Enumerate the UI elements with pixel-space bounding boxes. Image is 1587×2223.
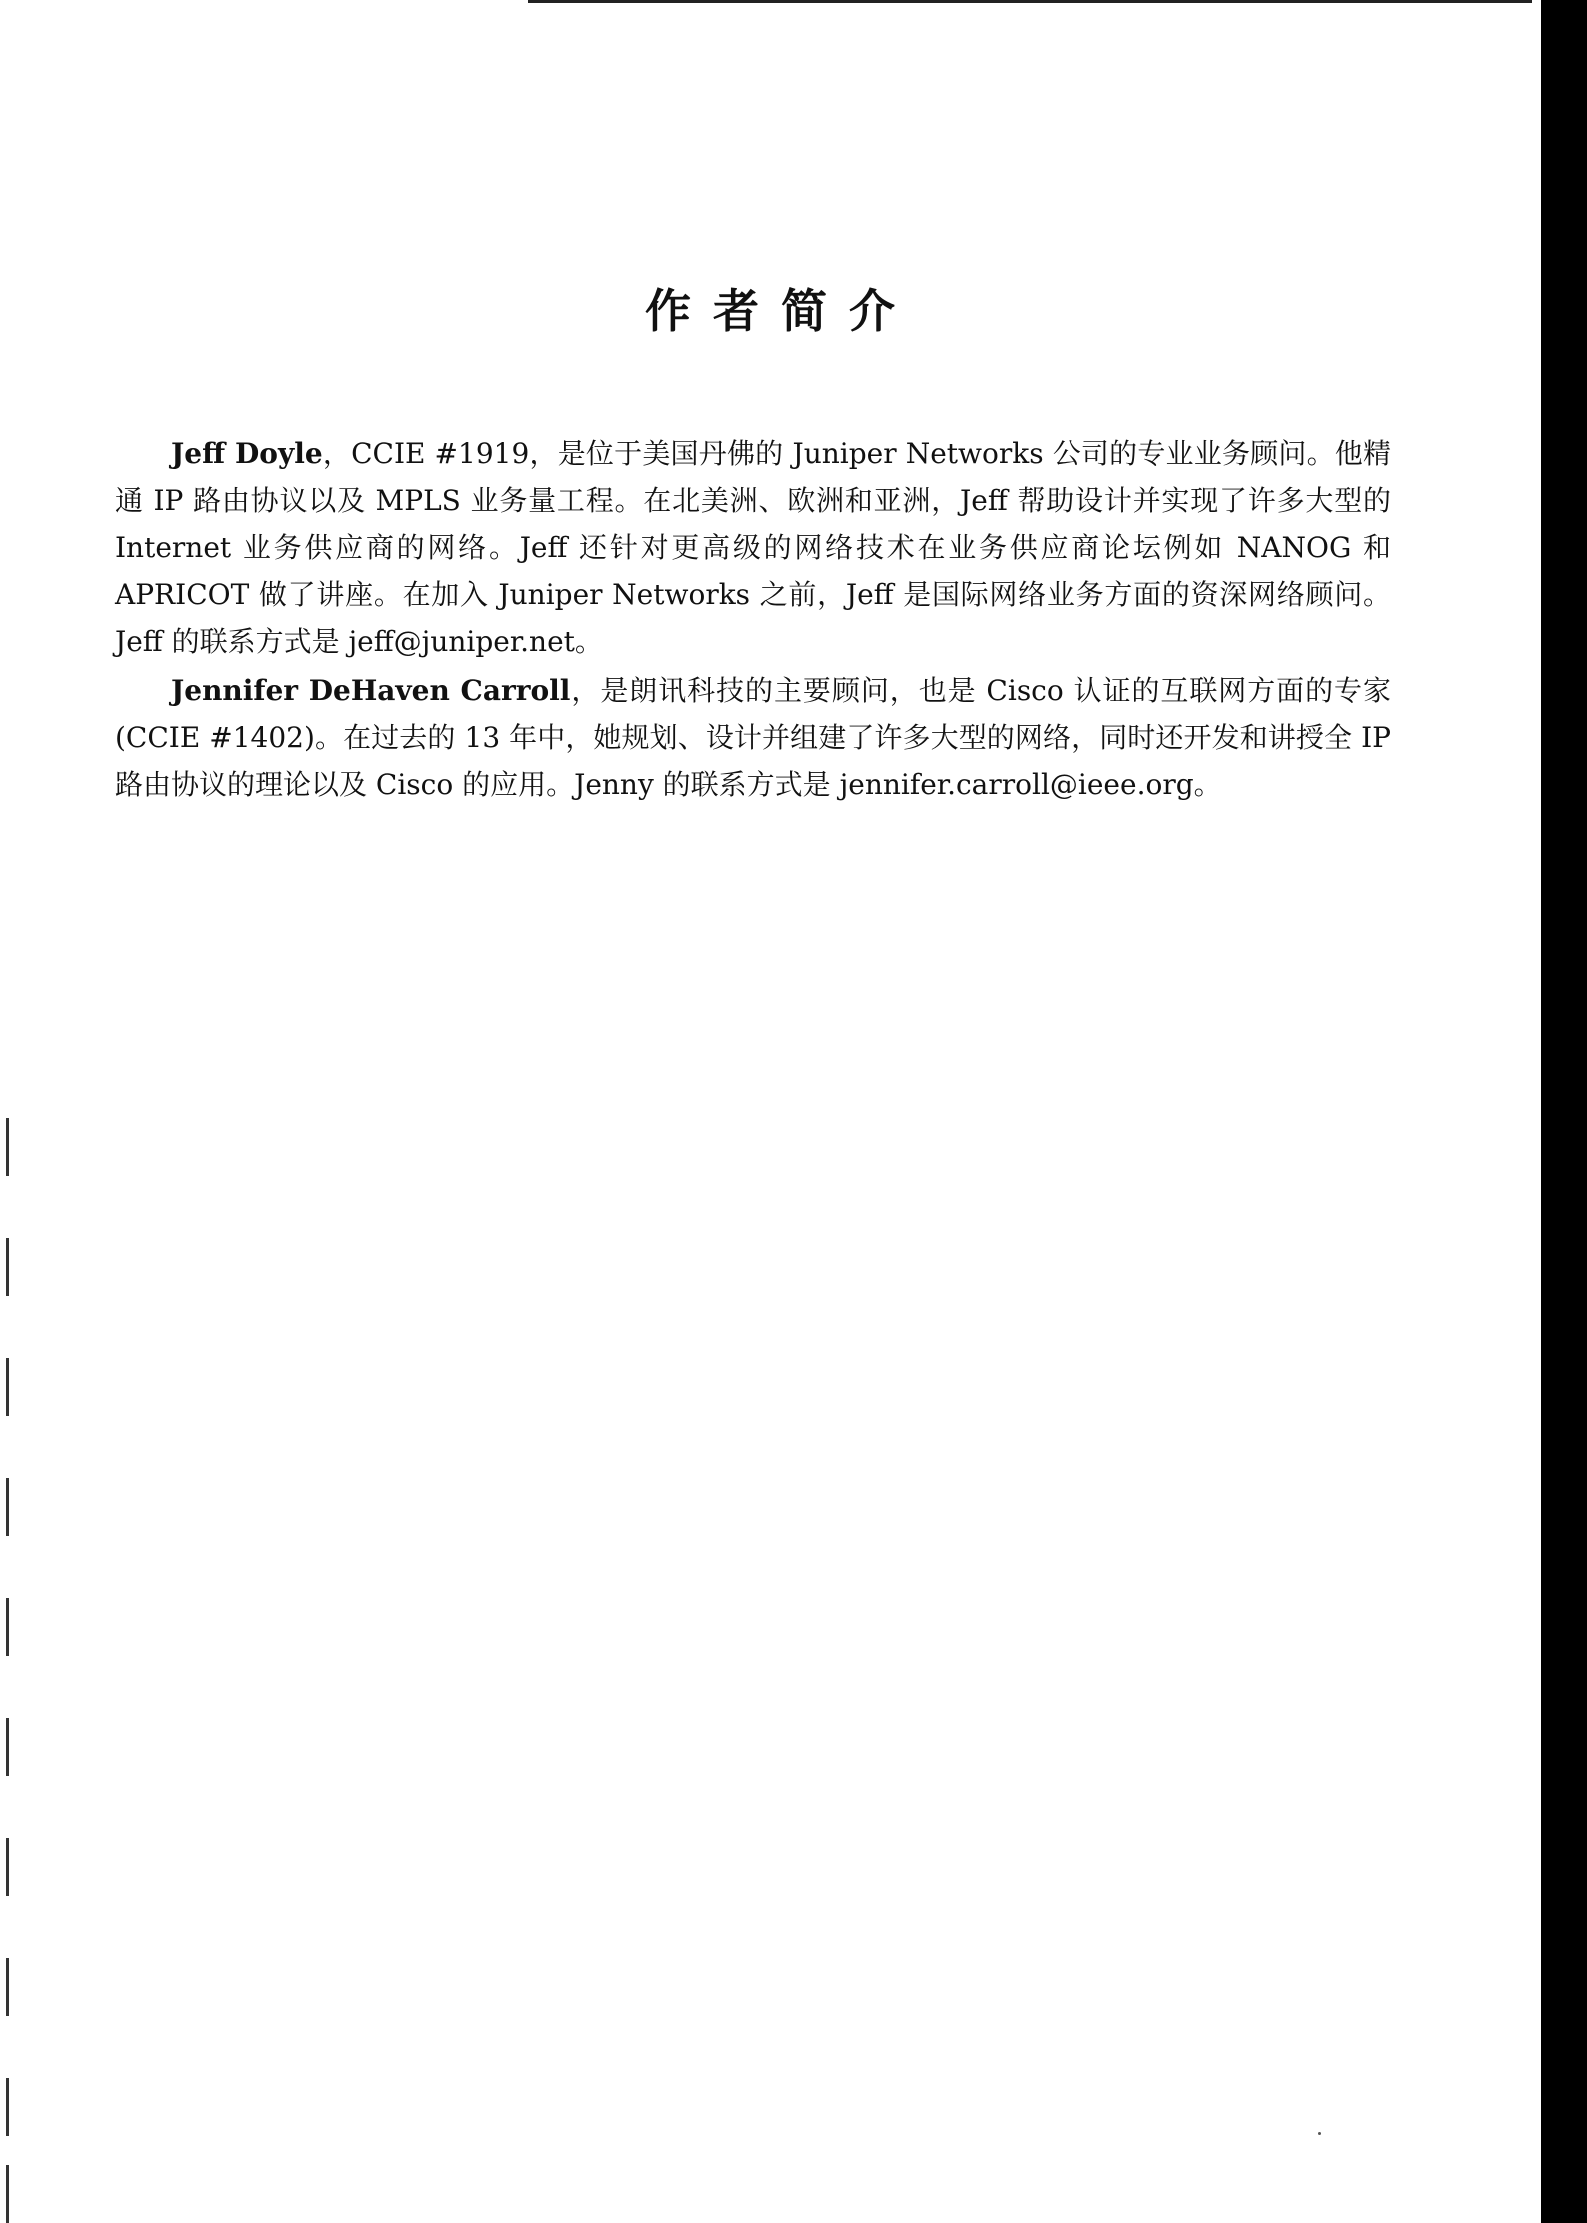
- scan-margin-mark: [6, 1958, 9, 2016]
- scan-margin-mark: [6, 1238, 9, 1296]
- scan-margin-mark: [6, 1718, 9, 1776]
- scan-margin-mark: [6, 1358, 9, 1416]
- scan-margin-mark: [6, 2165, 9, 2223]
- bio-text: ，CCIE #1919，是位于美国丹佛的 Juniper Networks 公司的专业业务顾问。他精通 IP 路由协议以及 MPLS 业务量工程。在北美洲、欧洲和亚洲，Jeff 帮助设计并实现了许多大型的 Internet 业务供应商的网络。Jeff 还针对更高级的网络技术在业务供应商论坛例如 NANOG 和 APRICOT 做了讲座。在加入 Juniper Networks 之前，Jeff 是国际网络业务方面的资深网络顾问。Jeff 的联系方式是 jeff@juniper.net。: [115, 437, 1391, 658]
- page-title: 作者简介: [645, 284, 917, 338]
- bio-text: ，是朗讯科技的主要顾问，也是 Cisco 认证的互联网方面的专家(CCIE #1402)。在过去的 13 年中，她规划、设计并组建了许多大型的网络，同时还开发和讲授全 IP 路由协议的理论以及 Cisco 的应用。Jenny 的联系方式是 jennifer.carroll@ieee.org。: [115, 674, 1392, 801]
- top-rule: [528, 0, 1532, 3]
- author-name: Jeff Doyle: [171, 437, 323, 470]
- bio-jennifer-carroll: [115, 667, 1391, 808]
- scan-speck: [1318, 2132, 1321, 2135]
- scan-margin-mark: [6, 1598, 9, 1656]
- scan-margin-mark: [6, 2078, 9, 2136]
- scan-margin-mark: [6, 1838, 9, 1896]
- bio-jeff-doyle: [115, 430, 1391, 665]
- scan-margin-mark: [6, 1478, 9, 1536]
- author-name: Jennifer DeHaven Carroll: [171, 674, 571, 707]
- scan-edge-bar: [1541, 0, 1587, 2223]
- scan-margin-mark: [6, 1118, 9, 1176]
- author-bios: [115, 430, 1391, 810]
